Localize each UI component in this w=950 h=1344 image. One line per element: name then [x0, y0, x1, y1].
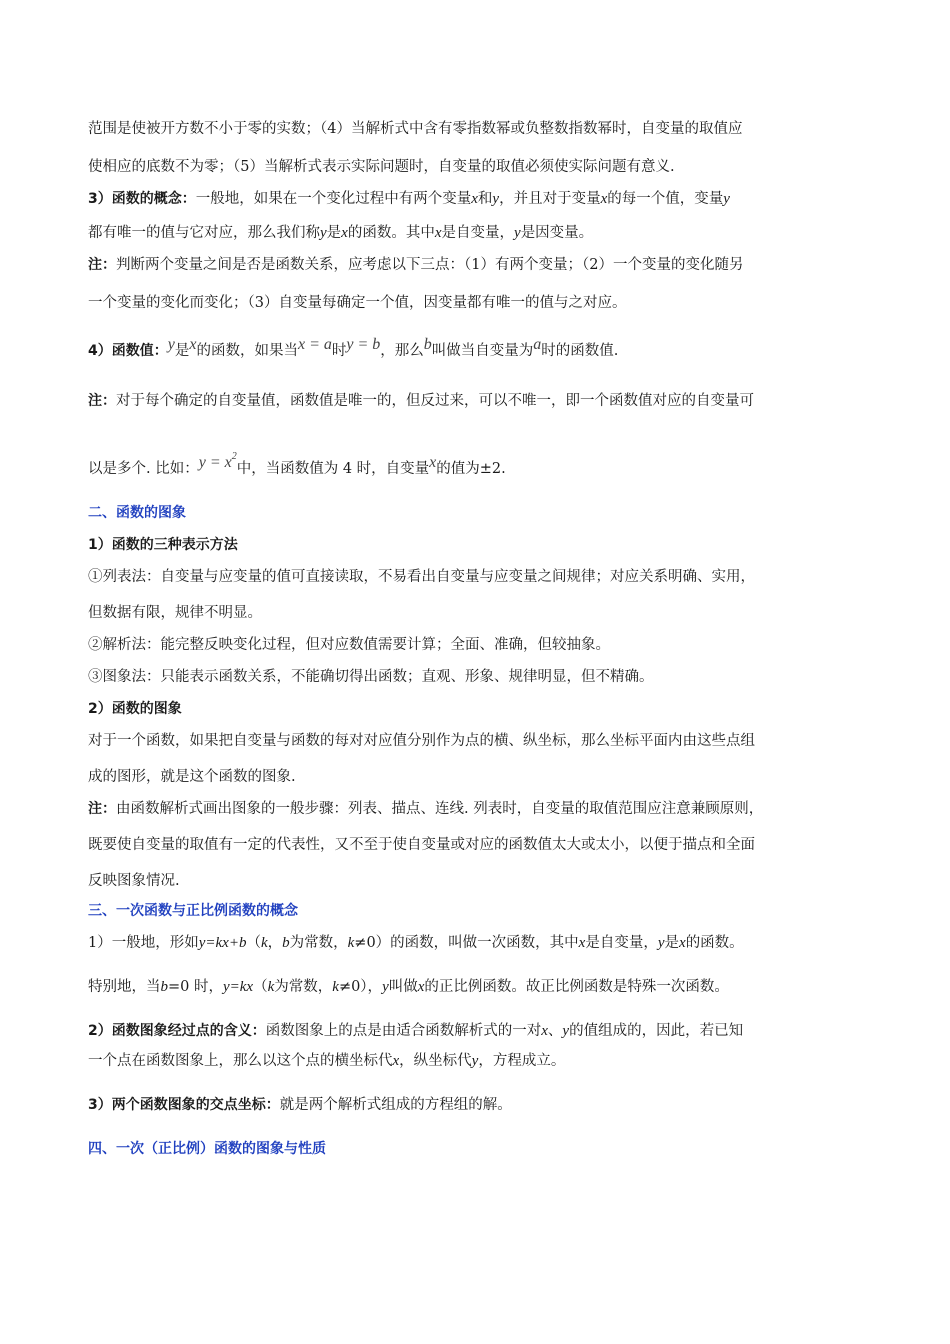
var: y — [562, 1023, 570, 1039]
text-line — [88, 972, 868, 1002]
sub-heading: 1）函数的三种表示方法 — [88, 537, 238, 553]
var: x — [679, 935, 686, 951]
var: x — [600, 191, 608, 207]
text: 对于每个确定的自变量值，函数值是唯一的，但反过来，可以不唯一，即一个函数值对应的自变量可 — [116, 393, 754, 409]
formula: b — [423, 336, 432, 353]
section-heading: 三、一次函数与正比例函数的概念 — [88, 903, 298, 919]
formula: x — [189, 336, 197, 353]
term-label: 2）函数图象经过点的含义： — [88, 1023, 266, 1039]
text: 的函数。其中 — [347, 225, 435, 241]
var: b — [160, 979, 168, 995]
text-line-concept — [88, 184, 868, 214]
text: 就是两个解析式组成的方程组的解。 — [279, 1097, 512, 1113]
var: x — [578, 935, 586, 951]
text: 是 — [174, 343, 190, 359]
text: 中，当函数值为 4 时，自变量 — [236, 461, 430, 477]
text-line: 成的图形，就是这个函数的图象. — [88, 769, 296, 785]
text: ≠0）的函数，叫做一次函数，其中 — [354, 935, 579, 951]
document-body — [88, 108, 868, 1164]
term-label: 3）两个函数图象的交点坐标： — [88, 1097, 280, 1113]
formula: x — [429, 454, 437, 471]
text-line: 反映图象情况. — [88, 873, 180, 889]
var: y — [471, 1053, 479, 1069]
text-line: 对于一个函数，如果把自变量与函数的每对对应值分别作为点的横、纵坐标，那么坐标平面内由这些点组 — [88, 733, 755, 749]
text: 为常数， — [274, 979, 333, 995]
text: 是 — [664, 935, 680, 951]
text-line — [88, 1016, 868, 1046]
text: ， — [267, 935, 283, 951]
text-line-note — [88, 794, 868, 824]
var: x — [341, 225, 348, 241]
text: 是 — [326, 225, 342, 241]
section-heading: 四、一次（正比例）函数的图象与性质 — [88, 1141, 326, 1157]
text: 时 — [331, 343, 347, 359]
text: ≠0）， — [338, 979, 383, 995]
text: ，那么 — [380, 343, 424, 359]
text: 的值组成的，因此，若已知 — [569, 1023, 744, 1039]
var: k — [260, 935, 268, 951]
text: 一般地，如果在一个变化过程中有两个变量 — [195, 191, 472, 207]
text: 都有唯一的值与它对应，那么我们称 — [88, 225, 320, 241]
text: 的值为±2. — [436, 461, 506, 477]
text: 由函数解析式画出图象的一般步骤：列表、描点、连线. 列表时，自变量的取值范围应注意兼顾原则， — [116, 801, 764, 817]
text-line — [88, 1090, 868, 1120]
var: y — [514, 225, 521, 241]
text: =0 时， — [168, 979, 223, 995]
text: 时的函数值. — [541, 343, 619, 359]
text: 为常数， — [289, 935, 348, 951]
text: 的正比例函数。故正比例函数是特殊一次函数。 — [424, 979, 729, 995]
text-line: 一个变量的变化而变化；（3）自变量每确定一个值，因变量都有唯一的值与之对应。 — [88, 295, 627, 311]
text: ，纵坐标代 — [399, 1053, 472, 1069]
formula: y=kx — [222, 979, 254, 995]
text-line-value — [88, 336, 868, 366]
text: 叫做 — [388, 979, 418, 995]
text-line: ②解析法：能完整反映变化过程，但对应数值需要计算；全面、准确，但较抽象。 — [88, 637, 610, 653]
var: b — [282, 935, 290, 951]
text-line: 使相应的底数不为零；（5）当解析式表示实际问题时，自变量的取值必须使实际问题有意义. — [88, 159, 675, 175]
note-label: 注： — [88, 257, 116, 273]
text-line: 既要使自变量的取值有一定的代表性，又不至于使自变量或对应的函数值太大或太小，以便于描点和全面 — [88, 837, 755, 853]
var: y — [723, 191, 730, 207]
exponent: 2 — [231, 451, 237, 462]
var: x — [434, 225, 442, 241]
text: 判断两个变量之间是否是函数关系，应考虑以下三点：（1）有两个变量；（2）一个变量的变化随另 — [116, 257, 744, 273]
text: （ — [253, 979, 268, 995]
var: k — [347, 935, 355, 951]
text-line-note — [88, 250, 868, 280]
text: 的每一个值，变量 — [607, 191, 724, 207]
value-label: 4）函数值： — [88, 343, 168, 359]
text: 是因变量。 — [520, 225, 594, 241]
var: x — [392, 1053, 400, 1069]
text-line — [88, 928, 868, 958]
formula-base: y = x — [198, 454, 232, 471]
note-label: 注： — [88, 801, 116, 817]
text-line — [88, 218, 868, 248]
text: 是自变量， — [441, 225, 515, 241]
formula: y — [167, 336, 175, 353]
concept-label: 3）函数的概念： — [88, 191, 196, 207]
text: 1）一般地，形如 — [88, 935, 199, 951]
var: x — [471, 191, 478, 207]
text: 一个点在函数图象上，那么以这个点的横坐标代 — [88, 1053, 393, 1069]
var: k — [332, 979, 339, 995]
text-line: 范围是使被开方数不小于零的实数；（4）当解析式中含有零指数幂或负整数指数幂时，自变量的取值应 — [88, 121, 743, 137]
var: x — [417, 979, 425, 995]
formula-y-x-squared — [198, 451, 237, 471]
text: ，方程成立。 — [478, 1053, 566, 1069]
text-line — [88, 1046, 868, 1076]
text: 叫做当自变量为 — [431, 343, 534, 359]
text-line — [88, 451, 868, 486]
text: 是自变量， — [585, 935, 658, 951]
text-line: 但数据有限，规律不明显。 — [88, 605, 262, 621]
text: 和 — [477, 191, 493, 207]
text: 的函数，如果当 — [196, 343, 298, 359]
formula: a — [533, 336, 542, 353]
text: 特别地，当 — [88, 979, 161, 995]
text: 的函数。 — [685, 935, 744, 951]
text: 、 — [547, 1023, 563, 1039]
formula: x = a — [297, 336, 332, 353]
var: x — [541, 1023, 548, 1039]
text-line: ③图象法：只能表示函数关系，不能确切得出函数；直观、形象、规律明显，但不精确。 — [88, 669, 654, 685]
var: y — [382, 979, 389, 995]
var: y — [657, 935, 665, 951]
text: （ — [246, 935, 261, 951]
var: k — [267, 979, 275, 995]
sub-heading: 2）函数的图象 — [88, 701, 182, 717]
var: y — [320, 225, 327, 241]
var: y — [492, 191, 500, 207]
formula: y=kx+b — [198, 935, 247, 951]
formula: y = b — [346, 336, 381, 353]
section-heading: 二、函数的图象 — [88, 505, 186, 521]
text-line: ①列表法：自变量与应变量的值可直接读取，不易看出自变量与应变量之间规律；对应关系明确、实用， — [88, 569, 755, 585]
text: 函数图象上的点是由适合函数解析式的一对 — [265, 1023, 542, 1039]
text: 以是多个. 比如： — [88, 461, 199, 477]
text-line-note — [88, 386, 868, 416]
note-label: 注： — [88, 393, 116, 409]
text: ，并且对于变量 — [499, 191, 601, 207]
